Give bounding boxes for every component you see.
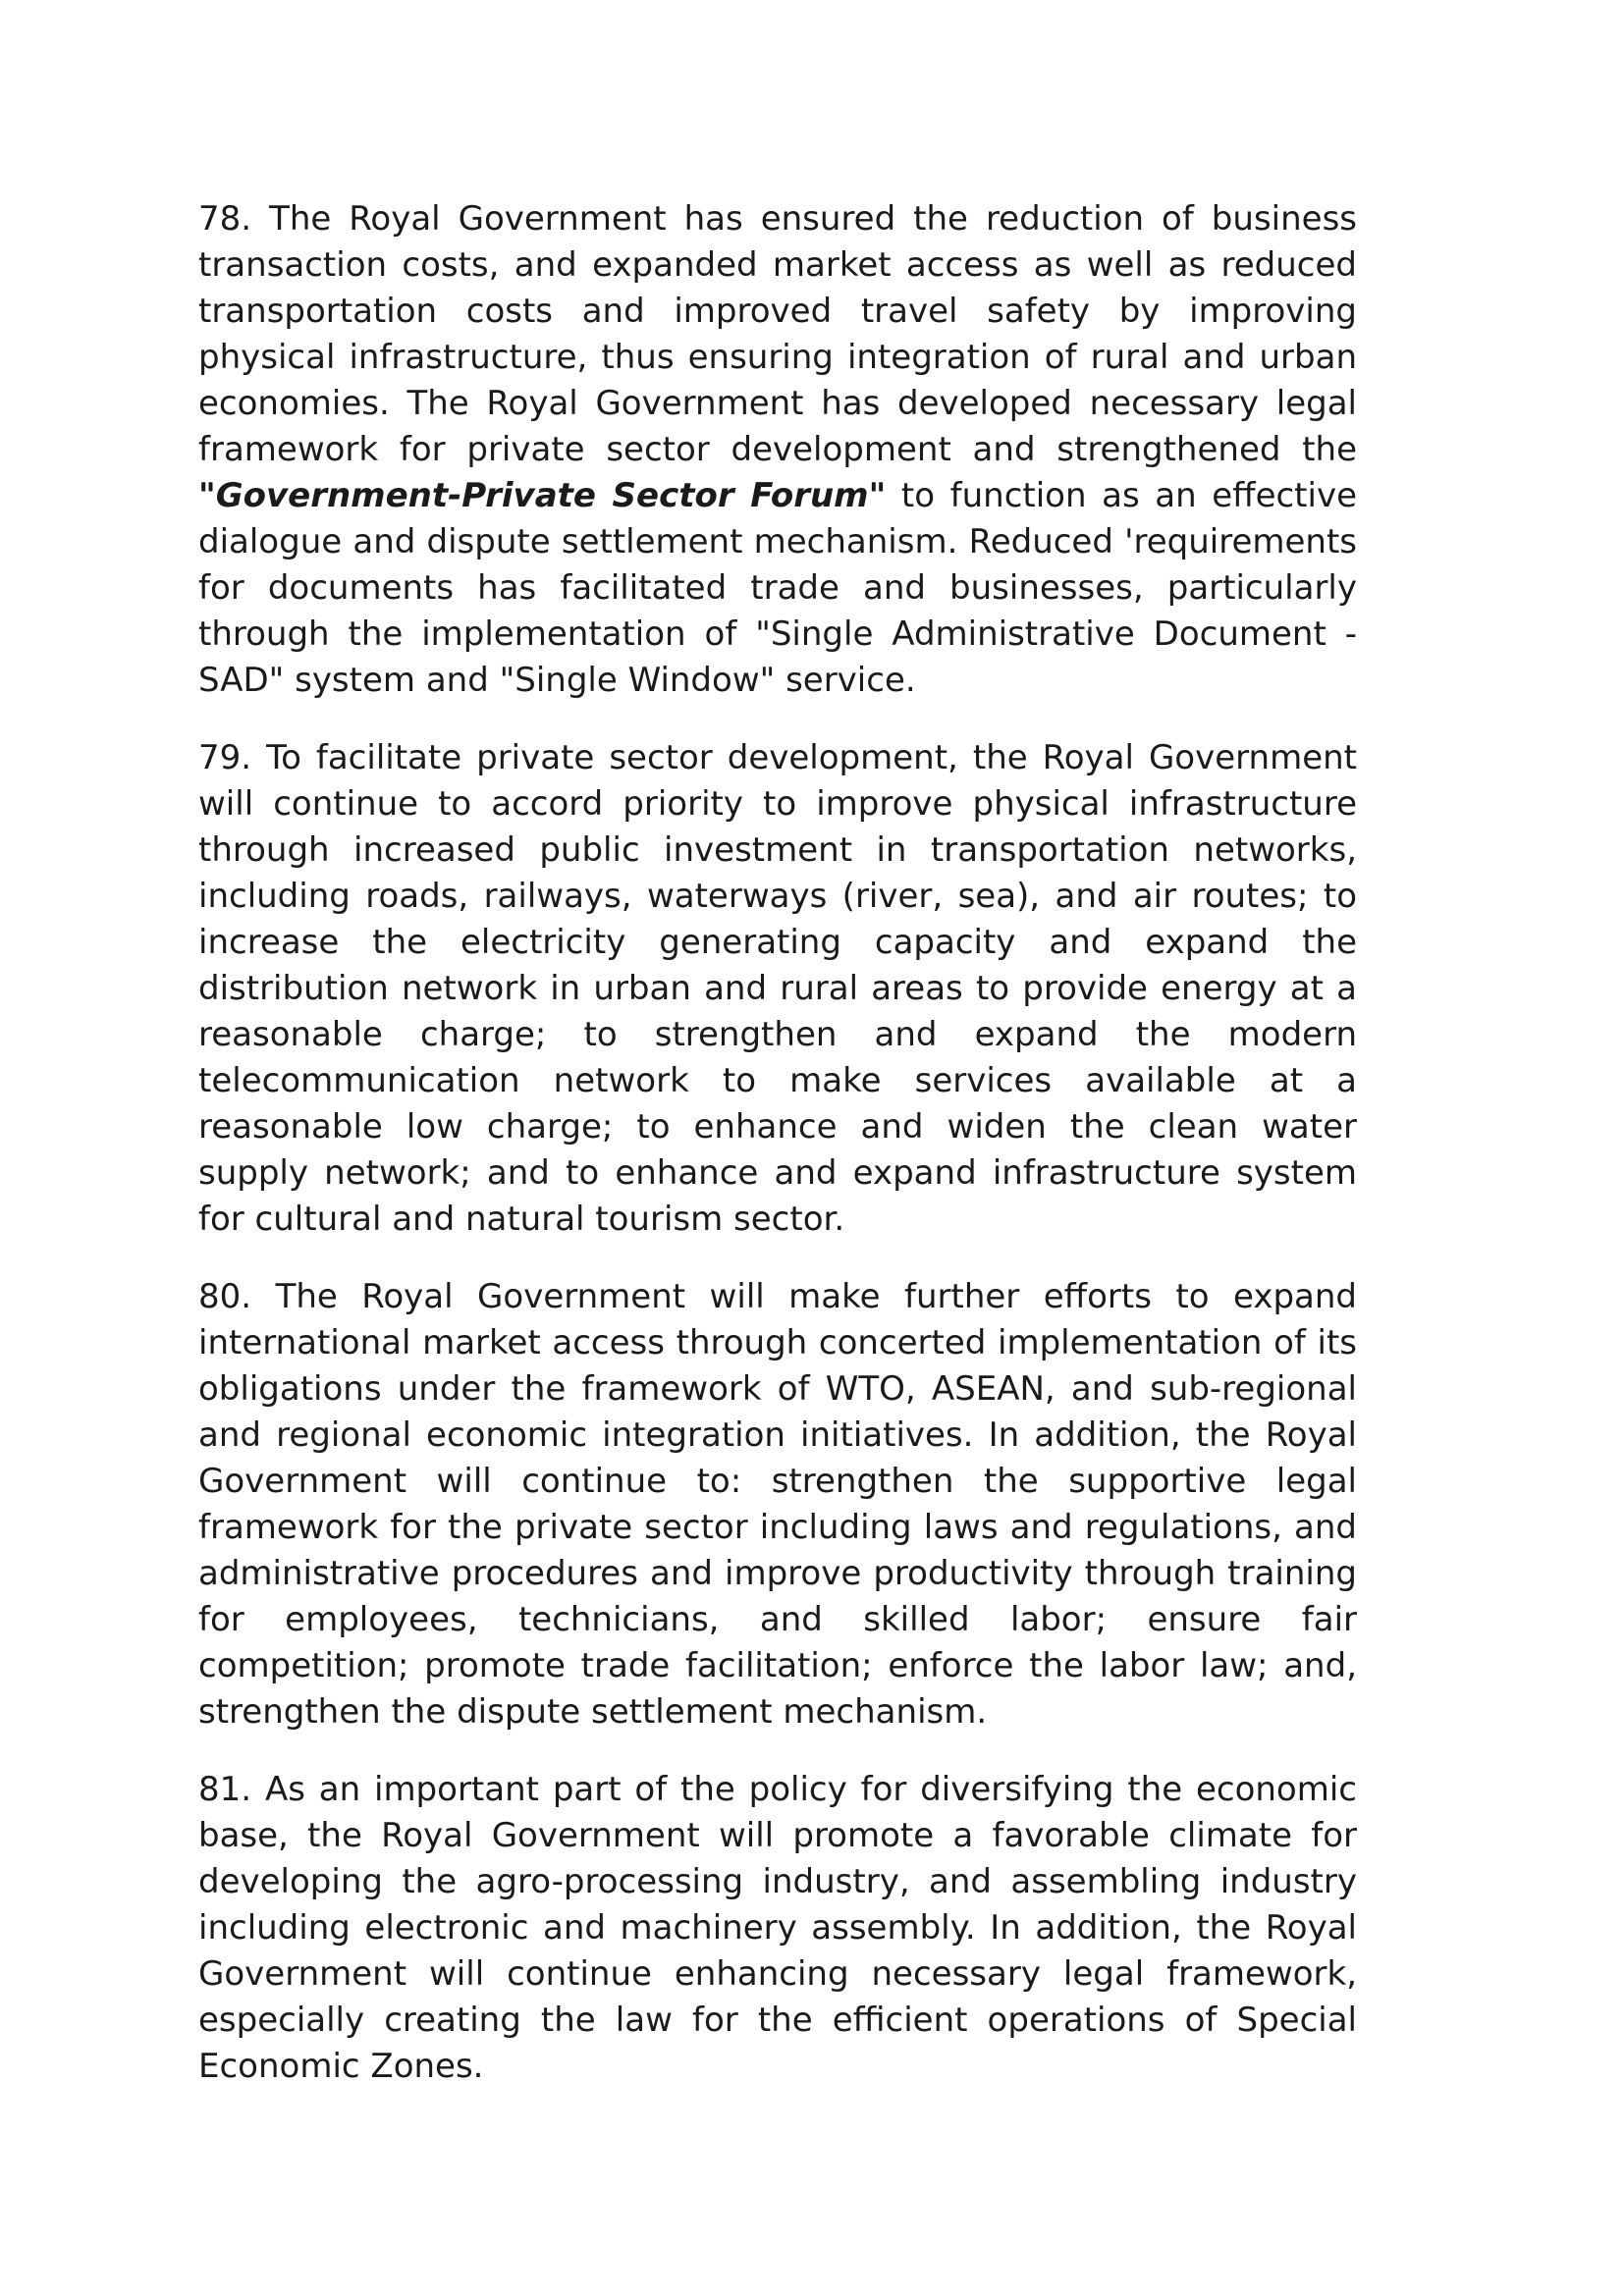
paragraph-number: 79. xyxy=(198,738,252,777)
paragraph-number: 80. xyxy=(198,1277,252,1316)
paragraph-78 xyxy=(198,196,1357,704)
paragraph-text-continued: to function as an effective dialogue and dispute settlement mechanism. Reduced 'requirements for documents has facilitated trade and businesses, particularly through the implementation of "Single Administrative Document - SAD" system and "Single Window" service. xyxy=(198,476,1357,700)
forum-emphasis: "Government-Private Sector Forum" xyxy=(198,476,887,515)
paragraph-text: To facilitate private sector development, the Royal Government will continue to accord priority to improve physical infrastructure through increased public investment in transportation networks, including roads, railways, waterways (river, sea), and air routes; to increase the electricity generating capacity and expand the distribution network in urban and rural areas to provide energy at a reasonable charge; to strengthen and expand the modern telecommunication network to make services available at a reasonable low charge; to enhance and widen the clean water supply network; and to enhance and expand infrastructure system for cultural and natural tourism sector. xyxy=(198,738,1357,1239)
paragraph-number: 81. xyxy=(198,1770,252,1809)
paragraph-text: The Royal Government has ensured the reduction of business transaction costs, and expanded market access as well as reduced transportation costs and improved travel safety by improving physical infrastructure, thus ensuring integration of rural and urban economies. The Royal Government has developed necessary legal framework for private sector development and strengthened the xyxy=(198,199,1357,469)
paragraph-number: 78. xyxy=(198,199,252,239)
paragraph-79 xyxy=(198,735,1357,1243)
paragraph-80 xyxy=(198,1274,1357,1735)
document-page xyxy=(198,196,1357,2121)
paragraph-text: The Royal Government will make further efforts to expand international market access through concerted implementation of its obligations under the framework of WTO, ASEAN, and sub-regional and regional economic integration initiatives. In addition, the Royal Government will continue to: strengthen the supportive legal framework for the private sector including laws and regulations, and administrative procedures and improve productivity through training for employees, technicians, and skilled labor; ensure fair competition; promote trade facilitation; enforce the labor law; and, strengthen the dispute settlement mechanism. xyxy=(198,1277,1358,1732)
paragraph-81 xyxy=(198,1767,1357,2090)
paragraph-text: As an important part of the policy for diversifying the economic base, the Royal Government will promote a favorable climate for developing the agro-processing industry, and assembling industry including electronic and machinery assembly. In addition, the Royal Government will continue enhancing necessary legal framework, especially creating the law for the efficient operations of Special Economic Zones. xyxy=(198,1770,1357,2086)
